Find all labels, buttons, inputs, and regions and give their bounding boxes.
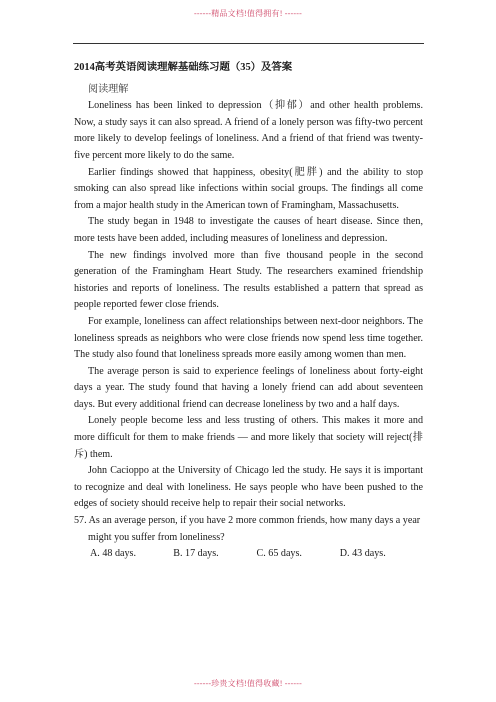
paragraph: For example, loneliness can affect relationships between next-door neighbors. The loneliness spreads as neighbors who were close friends now spend less time together. The study also found that loneliness spreads more easily among women than men.	[74, 315, 423, 361]
document-body	[74, 60, 423, 563]
header-banner: ------精品文档!值得拥有! ------	[194, 9, 302, 18]
option-a: A. 48 days.	[90, 548, 136, 560]
option-c: C. 65 days.	[256, 548, 302, 560]
header-rule	[73, 43, 424, 44]
paragraph: John Cacioppo at the University of Chicago led the study. He says it is important to recognize and deal with loneliness. He says people who have been pushed to the edges of society should receive help to repair their social networks.	[74, 465, 423, 510]
answer-options	[74, 546, 423, 563]
paragraph: The study began in 1948 to investigate the causes of heart disease. Since then, more tests have been added, including measures of loneliness and depression.	[74, 216, 423, 244]
paragraph: The new findings involved more than five thousand people in the second generation of the Framingham Heart Study. The researchers examined friendship histories and reports of loneliness. The results established a pattern that spread as people reported fewer close friends.	[74, 249, 423, 311]
paragraph: Loneliness has been linked to depression（抑郁）and other health problems. Now, a study says it can also spread. A friend of a lonely person was fifty-two percent more likely to develop feelings of loneliness. And a friend of that friend was twenty-five percent more likely to do the same.	[74, 100, 423, 161]
document-title: 2014高考英语阅读理解基础练习题（35）及答案	[74, 62, 293, 73]
question-stem: 57. As an average person, if you have 2 more common friends, how many days a year might you suffer from loneliness?	[74, 515, 421, 543]
paragraph: Lonely people become less and less trusting of others. This makes it more and more difficult for them to make friends — and more likely that society will reject(排斥) them.	[74, 415, 423, 460]
option-b: B. 17 days.	[173, 548, 219, 560]
paragraph: Earlier findings showed that happiness, obesity(肥胖) and the ability to stop smoking can also spread like infections within social groups. The findings all come from a major health study in the American town of Framingham, Massachusetts.	[74, 166, 423, 211]
footer-banner: ------珍贵文档!值得收藏! ------	[194, 679, 302, 688]
section-heading: 阅读理解	[88, 83, 129, 95]
option-d: D. 43 days.	[339, 548, 386, 560]
paragraph: The average person is said to experience feelings of loneliness about forty-eight days a year. The study found that having a lonely friend can add about seventeen days. But every additional friend can decrease loneliness by two and a half days.	[74, 365, 423, 410]
